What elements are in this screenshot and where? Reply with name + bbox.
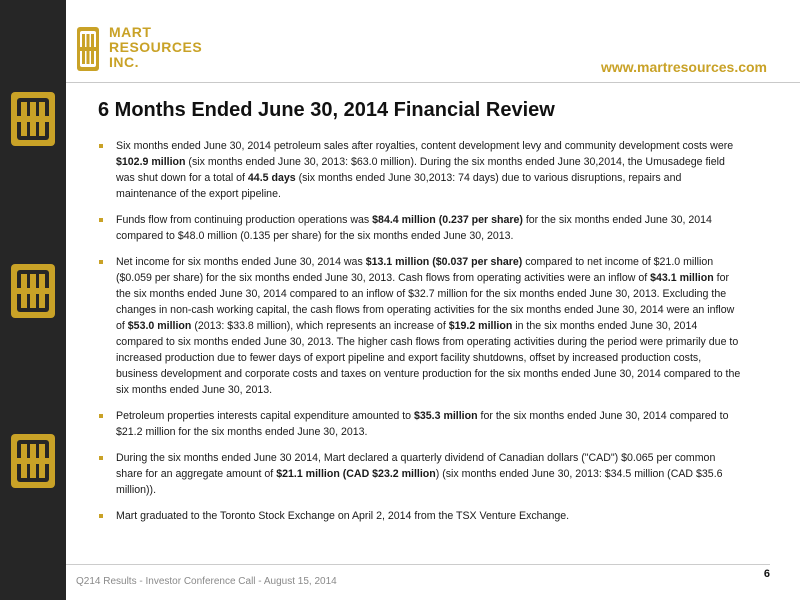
- bullet-text: compared to net income of $21.0 million ($0.059 per share) for the six months ended June 30, 2013. Cash flows from operating activities were an inflow of: [116, 256, 714, 284]
- bullet-text: Petroleum properties interests capital expenditure amounted to: [116, 410, 414, 422]
- website-url: www.martresources.com: [601, 59, 767, 75]
- bullet-text: for the six months ended June 30, 2014 compared to $21.2 million for the six months ended June 30, 2013.: [116, 410, 729, 438]
- bullet-item: [114, 212, 744, 244]
- logo-line-1: MART: [109, 24, 152, 40]
- sidebar: [0, 0, 66, 600]
- bullet-highlight: $35.3 million: [413, 410, 478, 422]
- mart-emblem-icon: [9, 262, 57, 320]
- bullet-list: [114, 138, 744, 534]
- logo-line-2: RESOURCES: [109, 39, 203, 55]
- bullet-highlight: $19.2 million: [448, 320, 513, 332]
- bullet-text: Six months ended June 30, 2014 petroleum sales after royalties, content development levy and community development costs were: [116, 140, 734, 152]
- bullet-highlight: $21.1 million (CAD $23.2 million: [276, 468, 436, 480]
- footer-caption: Q214 Results - Investor Conference Call - August 15, 2014: [76, 576, 337, 587]
- bullet-item: [114, 508, 744, 524]
- footer-divider: [66, 564, 770, 565]
- bullet-text: (six months ended June 30,2013: 74 days) due to various disruptions, repairs and maintenance of the export pipeline.: [116, 172, 682, 200]
- mart-emblem-icon: [9, 432, 57, 490]
- bullet-text: Funds flow from continuing production operations was: [116, 214, 373, 226]
- logo-line-3: INC.: [109, 54, 139, 70]
- bullet-highlight: $102.9 million: [116, 156, 186, 168]
- bullet-text: Mart graduated to the Toronto Stock Exchange on April 2, 2014 from the TSX Venture Exchange.: [116, 510, 570, 522]
- mart-logo-emblem-icon: [76, 26, 100, 72]
- bullet-text: ) (six months ended June 30, 2013: $34.5 million (CAD $35.6 million)).: [116, 468, 723, 496]
- slide-title: 6 Months Ended June 30, 2014 Financial Review: [98, 99, 555, 121]
- company-logo: [76, 24, 206, 76]
- bullet-text: for the six months ended June 30, 2014 compared to an inflow of $32.7 million for the six months ended June 30, 2013. Excluding the changes in non-cash working capital, the cash flows from operating activities for the six months ended June 30, 2014 were an inflow of: [116, 272, 735, 332]
- logo-wordmark: [109, 25, 202, 70]
- page-number: 6: [763, 568, 770, 580]
- bullet-highlight: $13.1 million ($0.037 per share): [365, 256, 523, 268]
- bullet-item: [114, 450, 744, 498]
- bullet-item: [114, 254, 744, 398]
- bullet-text: (2013: $33.8 million), which represents an increase of: [191, 320, 449, 332]
- bullet-text: Net income for six months ended June 30, 2014 was: [116, 256, 366, 268]
- bullet-item: [114, 138, 744, 202]
- mart-emblem-icon: [9, 90, 57, 148]
- bullet-highlight: 44.5 days: [247, 172, 296, 184]
- bullet-text: During the six months ended June 30 2014, Mart declared a quarterly dividend of Canadian dollars ("CAD") $0.065 per common share for an aggregate amount of: [116, 452, 716, 480]
- header-divider: [66, 82, 800, 83]
- bullet-highlight: $84.4 million (0.237 per share): [372, 214, 523, 226]
- bullet-text: for the six months ended June 30, 2014 compared to $48.0 million (0.135 per share) for the six months ended June 30, 2013.: [116, 214, 712, 242]
- bullet-text: in the six months ended June 30, 2014 compared to six months ended June 30, 2013. The higher cash flows from operating activities during the period were primarily due to increased production due to fewer days of export pipeline and export facility shutdowns, offset by increased production costs, business development and corporate costs and taxes on venture production for the six months ended June 30, 2014 compared to the six months ended June 30, 2013.: [116, 320, 741, 396]
- bullet-highlight: $53.0 million: [127, 320, 192, 332]
- bullet-item: [114, 408, 744, 440]
- bullet-text: (six months ended June 30, 2013: $63.0 million). During the six months ended June 30,2014, the Umusadege field was shut down for a total of: [116, 156, 725, 184]
- bullet-highlight: $43.1 million: [650, 272, 714, 284]
